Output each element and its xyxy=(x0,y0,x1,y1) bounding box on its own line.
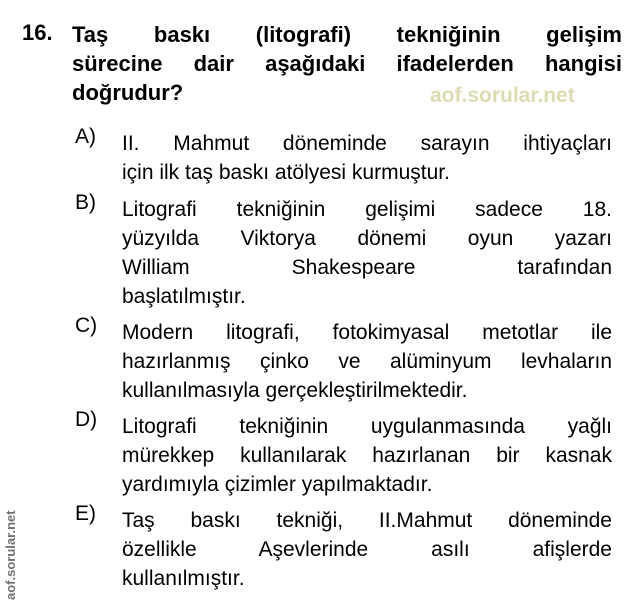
watermark: aof.sorular.net xyxy=(430,84,575,107)
option-text xyxy=(122,318,612,405)
option-line: Modern litografi, fotokimyasal metotlar ile xyxy=(122,321,612,344)
option-label: B) xyxy=(75,191,96,214)
question-number: 16. xyxy=(22,20,53,45)
side-watermark: aof.sorular.net xyxy=(3,510,18,600)
question-line: Taş baskı (litografi) tekniğinin gelişim xyxy=(72,22,622,47)
option-text xyxy=(122,506,612,593)
option-line: mürekkep kullanılarak hazırlanan bir kasnak xyxy=(122,444,612,467)
option-label: E) xyxy=(75,502,96,525)
question-line: sürecine dair aşağıdaki ifadelerden hangisi xyxy=(72,51,622,76)
option-label: C) xyxy=(75,314,98,337)
option-line: yardımıyla çizimler yapılmaktadır. xyxy=(122,473,433,496)
option-label: A) xyxy=(75,125,96,148)
question-text xyxy=(72,20,622,107)
option-text xyxy=(122,195,612,311)
option-line: Litografi tekniğinin uygulanmasında yağlı xyxy=(122,415,612,438)
option-text xyxy=(122,129,612,187)
option-label: D) xyxy=(75,408,98,431)
option-line: başlatılmıştır. xyxy=(122,285,246,308)
option-line: Taş baskı tekniği, II.Mahmut döneminde xyxy=(122,509,612,532)
option-line: II. Mahmut döneminde sarayın ihtiyaçları xyxy=(122,132,612,155)
question-line: doğrudur? xyxy=(72,80,184,105)
option-line: Litografi tekniğinin gelişimi sadece 18. xyxy=(122,198,612,221)
option-line: kullanılmasıyla gerçekleştirilmektedir. xyxy=(122,379,468,402)
option-line: yüzyılda Viktorya dönemi oyun yazarı xyxy=(122,227,612,250)
option-line: kullanılmıştır. xyxy=(122,567,245,590)
option-line: William Shakespeare tarafından xyxy=(122,256,612,279)
option-line: hazırlanmış çinko ve alüminyum levhaların xyxy=(122,350,612,373)
option-text xyxy=(122,412,612,499)
option-line: özellikle Aşevlerinde asılı afişlerde xyxy=(122,538,612,561)
option-line: için ilk taş baskı atölyesi kurmuştur. xyxy=(122,161,450,184)
